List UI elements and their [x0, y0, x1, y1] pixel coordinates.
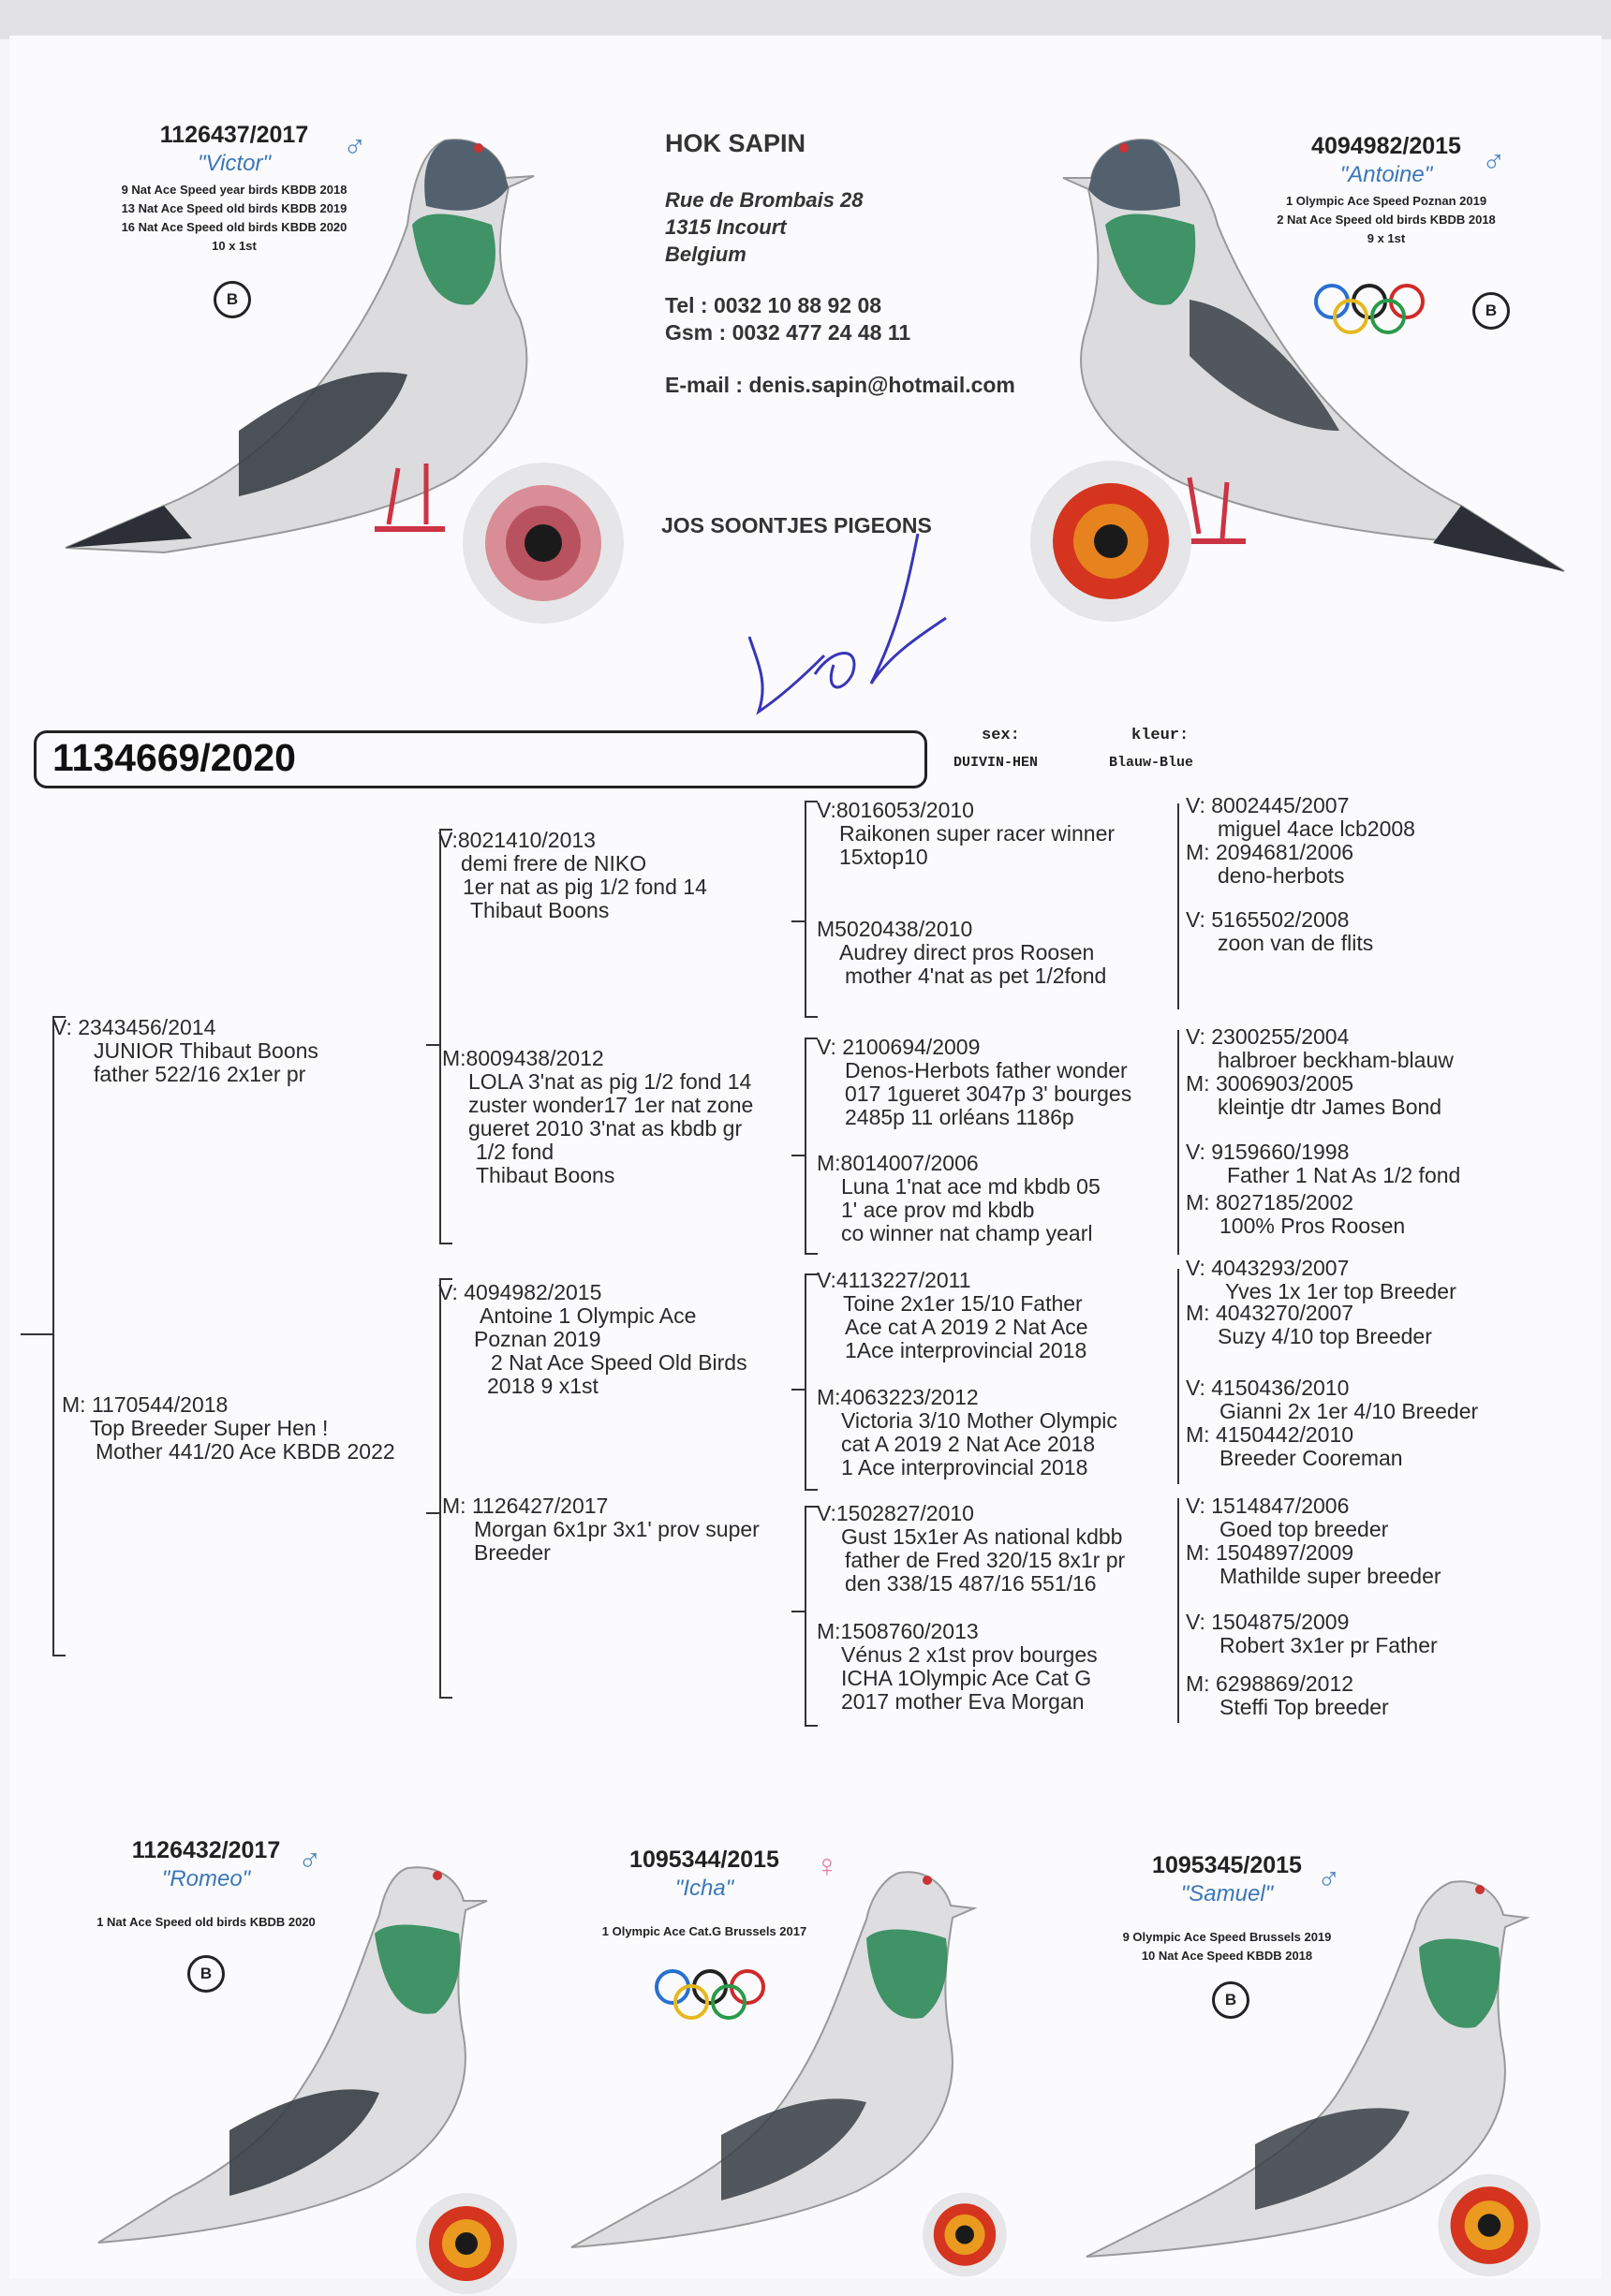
- note-line: father de Fred 320/15 8x1r pr: [845, 1548, 1126, 1572]
- note-line: 1er nat as pig 1/2 fond 14: [463, 875, 707, 899]
- pedigree-dam: [62, 1393, 395, 1464]
- note-line: Morgan 6x1pr 3x1' prov super: [474, 1517, 760, 1541]
- note-line: gueret 2010 3'nat as kbdb gr: [468, 1116, 743, 1141]
- note-line: Toine 2x1er 15/10 Father: [843, 1291, 1083, 1316]
- eye-romeo-image: [414, 2191, 519, 2296]
- ring-number: M: 1126427/2017: [442, 1494, 609, 1518]
- connector: [805, 1273, 818, 1491]
- note-line: 017 1gueret 3047p 3' bourges: [845, 1082, 1132, 1106]
- loft-email: E-mail : denis.sapin@hotmail.com: [665, 373, 1015, 397]
- ring-number: V: 2300255/2004: [1186, 1024, 1350, 1049]
- pedigree-gen4-7: [1186, 1141, 1460, 1187]
- kbdb-logo-icon: B: [1212, 1981, 1249, 2019]
- connector: [426, 1044, 439, 1046]
- note-line: Top Breeder Super Hen !: [90, 1416, 329, 1440]
- note-line: father 522/16 2x1er pr: [94, 1062, 306, 1086]
- ring-number: M: 8027185/2002: [1186, 1190, 1354, 1214]
- pedigree-grandsire-maternal: [438, 1281, 747, 1398]
- pedigree-granddam-maternal: [442, 1494, 760, 1565]
- note-line: Robert 3x1er pr Father: [1219, 1633, 1438, 1657]
- ring-number: M:4063223/2012: [817, 1385, 979, 1409]
- connector: [1177, 1498, 1179, 1723]
- olympic-rings-icon: [1311, 281, 1427, 337]
- note-line: JUNIOR Thibaut Boons: [94, 1038, 318, 1063]
- partner-name: JOS SOONTJES PIGEONS: [661, 513, 932, 537]
- connector: [791, 1611, 805, 1612]
- pedigree-gen4-13: [1186, 1494, 1388, 1541]
- pedigree-gen4-1: [1186, 794, 1415, 841]
- male-icon: ♂: [343, 129, 367, 165]
- connector: [805, 1038, 818, 1255]
- loft-address: [665, 186, 1015, 268]
- achievement-line: 9 Olympic Ace Speed Brussels 2019: [1122, 1930, 1332, 1944]
- phone-number: Tel : 0032 10 88 92 08: [665, 293, 882, 317]
- address-line: Rue de Brombais 28: [665, 188, 864, 212]
- note-line: 2018 9 x1st: [487, 1374, 599, 1398]
- ring-number: V: 4043293/2007: [1186, 1256, 1350, 1280]
- ring-number: V: 5165502/2008: [1186, 907, 1350, 932]
- olympic-rings-icon: [652, 1966, 768, 2023]
- male-icon: ♂: [298, 1843, 322, 1878]
- ring-number: M: 1170544/2018: [62, 1392, 229, 1417]
- sex-label: sex:: [982, 727, 1020, 744]
- achievement-line: 10 x 1st: [212, 239, 257, 253]
- note-line: 1/2 fond: [476, 1140, 554, 1164]
- note-line: miguel 4ace lcb2008: [1218, 817, 1415, 841]
- loft-name: HOK SAPIN: [665, 129, 806, 157]
- note-line: Antoine 1 Olympic Ace: [480, 1303, 697, 1328]
- note-line: co winner nat champ yearl: [841, 1221, 1093, 1245]
- note-line: Denos-Herbots father wonder: [845, 1058, 1128, 1082]
- eye-samuel-image: [1433, 2172, 1545, 2278]
- note-line: Steffi Top breeder: [1219, 1695, 1389, 1719]
- achievement-line: 1 Olympic Ace Cat.G Brussels 2017: [601, 1924, 807, 1938]
- ring-number: M: 4043270/2007: [1186, 1301, 1354, 1325]
- note-line: Suzy 4/10 top Breeder: [1218, 1324, 1432, 1348]
- note-line: 2 Nat Ace Speed Old Birds: [491, 1350, 747, 1375]
- note-line: Ace cat A 2019 2 Nat Ace: [845, 1315, 1088, 1339]
- bird-achievements: [554, 1922, 854, 1941]
- achievement-line: 1 Nat Ace Speed old birds KBDB 2020: [96, 1915, 316, 1929]
- pedigree-gen4-2: [1186, 841, 1353, 888]
- connector: [21, 1333, 52, 1335]
- pedigree-gen3-4: [817, 1152, 1101, 1245]
- featured-bird-icha: [554, 1847, 854, 1941]
- kbdb-logo-icon: B: [187, 1955, 225, 1993]
- kbdb-logo-icon: B: [214, 281, 251, 318]
- note-line: Raikonen super racer winner: [839, 821, 1116, 846]
- ring-number: V: 1514847/2006: [1186, 1494, 1350, 1518]
- connector: [1177, 1030, 1179, 1255]
- ring-number: V: 2343456/2014: [52, 1015, 216, 1039]
- pedigree-sire: [52, 1016, 318, 1086]
- note-line: demi frere de NIKO: [461, 851, 647, 876]
- pedigree-gen3-3: [817, 1036, 1131, 1129]
- note-line: 1Ace interprovincial 2018: [845, 1338, 1087, 1362]
- pedigree-gen4-12: [1186, 1423, 1403, 1470]
- ring-number: M:8009438/2012: [442, 1046, 604, 1070]
- pedigree-gen3-7: [817, 1502, 1125, 1596]
- bird-ring-number: 1126437/2017: [159, 122, 309, 148]
- note-line: Yves 1x 1er top Breeder: [1225, 1279, 1456, 1303]
- loft-phones: [665, 292, 1015, 346]
- note-line: zoon van de flits: [1218, 931, 1374, 955]
- ring-number: V:8021410/2013: [438, 828, 596, 852]
- note-line: 1 Ace interprovincial 2018: [841, 1455, 1088, 1479]
- bird-name: "Samuel": [1180, 1881, 1274, 1906]
- color-value: Blauw-Blue: [1109, 755, 1194, 771]
- note-line: cat A 2019 2 Nat Ace 2018: [841, 1432, 1096, 1456]
- achievement-line: 16 Nat Ace Speed old birds KBDB 2020: [121, 220, 347, 234]
- ring-number: V: 4150436/2010: [1186, 1376, 1350, 1400]
- pedigree-gen4-16: [1186, 1672, 1389, 1719]
- pedigree-gen3-8: [817, 1620, 1098, 1714]
- female-icon: ♀: [815, 1848, 839, 1884]
- note-line: Gianni 2x 1er 4/10 Breeder: [1219, 1399, 1479, 1423]
- note-line: Audrey direct pros Roosen: [839, 940, 1095, 964]
- signature-image: [731, 524, 955, 730]
- ring-number: M: 1504897/2009: [1186, 1540, 1354, 1565]
- address-line: Belgium: [665, 243, 746, 266]
- ring-number: M: 2094681/2006: [1186, 840, 1354, 864]
- loft-contact-block: [665, 129, 1015, 398]
- note-line: 2017 mother Eva Morgan: [841, 1689, 1085, 1714]
- eye-icha-image: [912, 2191, 1017, 2278]
- note-line: ICHA 1Olympic Ace Cat G: [841, 1666, 1092, 1690]
- pedigree-gen4-9: [1186, 1257, 1456, 1303]
- note-line: LOLA 3'nat as pig 1/2 fond 14: [468, 1069, 752, 1094]
- achievement-line: 13 Nat Ace Speed old birds KBDB 2019: [121, 201, 347, 215]
- connector: [1177, 1269, 1179, 1484]
- achievement-line: 10 Nat Ace Speed KBDB 2018: [1141, 1949, 1313, 1963]
- ring-number: V: 9159660/1998: [1186, 1140, 1350, 1164]
- note-line: halbroer beckham-blauw: [1218, 1048, 1454, 1072]
- address-line: 1315 Incourt: [665, 215, 787, 239]
- scan-top-band: [0, 0, 1611, 39]
- pedigree-granddam-paternal: [442, 1047, 753, 1187]
- note-line: deno-herbots: [1218, 863, 1345, 888]
- pedigree-gen4-3: [1186, 908, 1373, 955]
- connector: [791, 920, 805, 922]
- pedigree-grandsire-paternal: [438, 829, 707, 922]
- pedigree-ring-number: 1134669/2020: [52, 736, 296, 779]
- male-icon: ♂: [1482, 144, 1506, 180]
- pedigree-gen3-6: [817, 1386, 1117, 1479]
- ring-number: V:1502827/2010: [817, 1501, 974, 1525]
- connector: [1177, 803, 1179, 1009]
- eye-victor-image: [461, 461, 626, 626]
- note-line: 15xtop10: [839, 845, 928, 869]
- achievement-line: 1 Olympic Ace Speed Poznan 2019: [1285, 194, 1487, 208]
- note-line: Victoria 3/10 Mother Olympic: [841, 1408, 1117, 1433]
- bird-ring-number: 1095345/2015: [1152, 1852, 1302, 1878]
- note-line: Goed top breeder: [1219, 1517, 1389, 1541]
- bird-achievements: [66, 181, 403, 256]
- bird-achievements: [56, 1913, 356, 1932]
- color-label: kleur:: [1131, 727, 1190, 744]
- note-line: Thibaut Boons: [470, 898, 610, 922]
- note-line: Thibaut Boons: [476, 1163, 615, 1187]
- bird-ring-number: 4094982/2015: [1311, 133, 1461, 159]
- note-line: Mother 441/20 Ace KBDB 2022: [96, 1439, 395, 1464]
- bird-name: "Icha": [674, 1876, 734, 1901]
- kbdb-logo-icon: B: [1472, 292, 1510, 330]
- pedigree-gen4-5: [1186, 1025, 1454, 1072]
- connector: [791, 1389, 805, 1391]
- ring-number: M: 3006903/2005: [1186, 1071, 1354, 1096]
- sex-value: DUIVIN-HEN: [953, 755, 1039, 771]
- note-line: Luna 1'nat ace md kbdb 05: [841, 1174, 1101, 1199]
- male-icon: ♂: [1317, 1862, 1341, 1897]
- note-line: 100% Pros Roosen: [1219, 1214, 1406, 1238]
- achievement-line: 9 x 1st: [1367, 231, 1406, 245]
- ring-number: V: 8002445/2007: [1186, 793, 1350, 817]
- bird-achievements: [1077, 1928, 1377, 1965]
- pedigree-gen4-6: [1186, 1072, 1441, 1119]
- mobile-number: Gsm : 0032 477 24 48 11: [665, 320, 911, 345]
- connector: [52, 1016, 66, 1656]
- pedigree-gen3-2: [817, 918, 1106, 988]
- ring-number: M:8014007/2006: [817, 1151, 979, 1175]
- note-line: 2485p 11 orléans 1186p: [845, 1105, 1074, 1129]
- connector: [791, 1155, 805, 1156]
- ring-number: V: 2100694/2009: [817, 1035, 981, 1059]
- note-line: Vénus 2 x1st prov bourges: [841, 1642, 1098, 1667]
- eye-antoine-image: [1028, 459, 1193, 624]
- bird-ring-number: 1126432/2017: [131, 1837, 281, 1863]
- ring-number: V: 1504875/2009: [1186, 1610, 1350, 1634]
- achievement-line: 9 Nat Ace Speed year birds KBDB 2018: [121, 183, 347, 197]
- note-line: kleintje dtr James Bond: [1218, 1095, 1442, 1119]
- ring-number: V:8016053/2010: [817, 798, 974, 822]
- note-line: Breeder Cooreman: [1219, 1446, 1403, 1470]
- pedigree-gen3-5: [817, 1269, 1088, 1362]
- bird-name: "Antoine": [1339, 162, 1433, 187]
- note-line: den 338/15 487/16 551/16: [845, 1571, 1097, 1596]
- achievement-line: 2 Nat Ace Speed old birds KBDB 2018: [1277, 213, 1496, 227]
- connector: [805, 801, 818, 1018]
- bird-name: "Romeo": [161, 1866, 251, 1891]
- bird-ring-number: 1095344/2015: [629, 1847, 779, 1873]
- ring-number: M: 6298869/2012: [1186, 1671, 1354, 1696]
- note-line: Poznan 2019: [474, 1327, 601, 1351]
- ring-number: M: 4150442/2010: [1186, 1422, 1354, 1447]
- pedigree-gen4-15: [1186, 1611, 1438, 1657]
- pedigree-gen4-8: [1186, 1191, 1405, 1238]
- bird-name: "Victor": [198, 151, 271, 176]
- connector: [805, 1506, 818, 1727]
- note-line: Father 1 Nat As 1/2 fond: [1227, 1163, 1461, 1187]
- ring-number: M:1508760/2013: [817, 1619, 979, 1643]
- note-line: zuster wonder17 1er nat zone: [468, 1093, 754, 1117]
- pedigree-gen4-10: [1186, 1302, 1432, 1348]
- ring-number: M5020438/2010: [817, 917, 973, 941]
- note-line: 1' ace prov md kbdb: [841, 1198, 1035, 1222]
- ring-number: V:4113227/2011: [817, 1268, 971, 1292]
- connector: [426, 1512, 439, 1514]
- note-line: Breeder: [474, 1540, 551, 1565]
- ring-number: V: 4094982/2015: [438, 1280, 602, 1304]
- note-line: Mathilde super breeder: [1219, 1564, 1441, 1588]
- pedigree-gen3-1: [817, 799, 1115, 869]
- note-line: mother 4'nat as pet 1/2fond: [845, 964, 1107, 988]
- bird-achievements: [1236, 192, 1536, 248]
- pedigree-gen4-14: [1186, 1541, 1441, 1588]
- pedigree-gen4-11: [1186, 1376, 1478, 1423]
- note-line: Gust 15x1er As national kdbb: [841, 1524, 1123, 1549]
